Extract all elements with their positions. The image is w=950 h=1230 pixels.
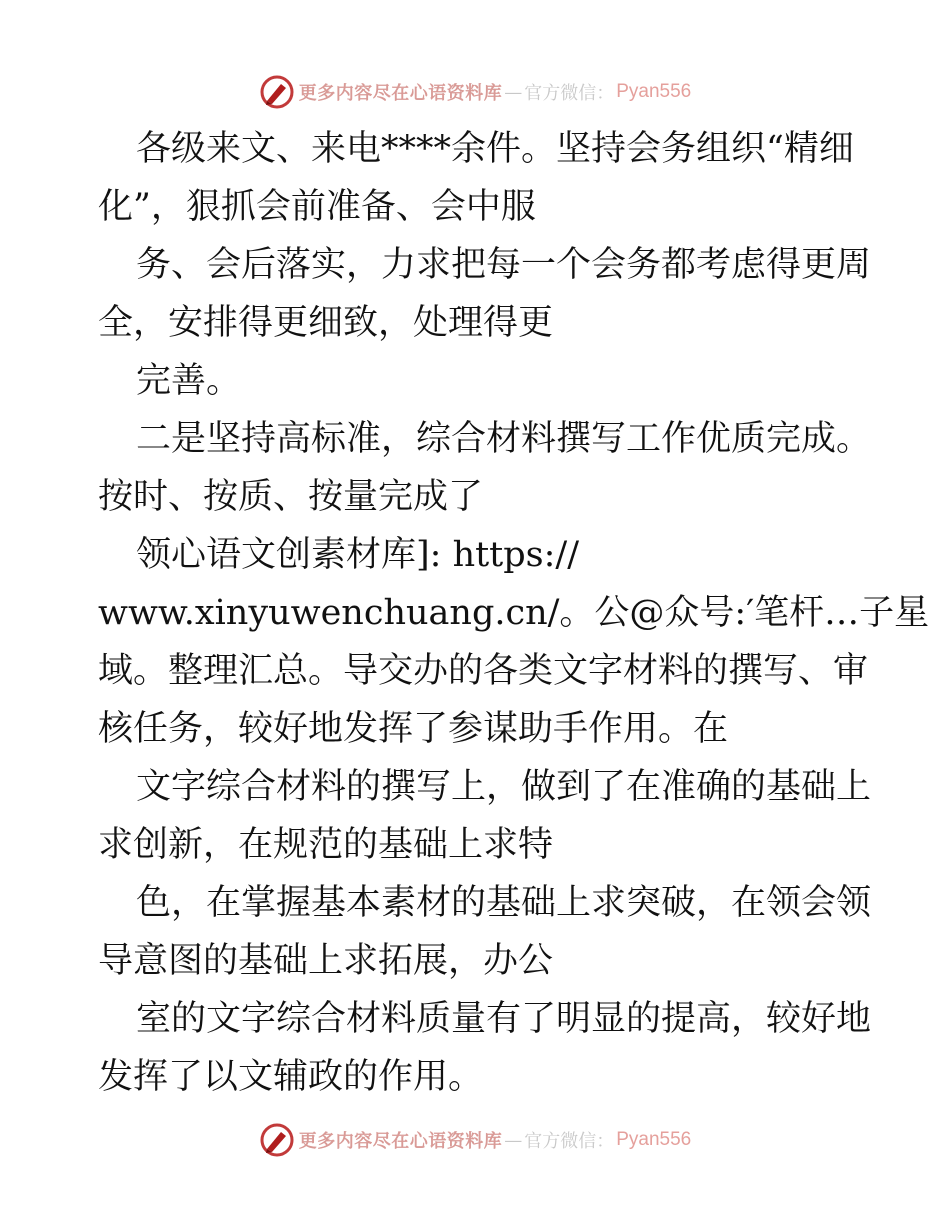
body-line-2: 化”，狠抓会前准备、会中服 xyxy=(98,187,536,227)
body-line-16: 室的文字综合材料质量有了明显的提高，较好地 xyxy=(136,999,872,1039)
body-line-17: 发挥了以文辅政的作用。 xyxy=(98,1057,484,1097)
body-line-1: 各级来文、来电****余件。坚持会务组织“精细 xyxy=(136,129,854,169)
header-separator: — xyxy=(504,81,523,103)
footer-separator: — xyxy=(504,1129,523,1151)
document-body xyxy=(98,120,930,1106)
body-line-6: 二是坚持高标准，综合材料撰写工作优质完成。 xyxy=(136,419,872,459)
body-line-13: 求创新，在规范的基础上求特 xyxy=(98,825,554,865)
body-line-9: www.xinyuwenchuang.cn/。公@众号:′笔杆…子星 xyxy=(98,593,930,633)
header-banner xyxy=(0,72,950,112)
footer-banner xyxy=(0,1120,950,1160)
footer-wechat-id: Pyan556 xyxy=(616,1129,692,1150)
body-line-4: 全，安排得更细致，处理得更 xyxy=(98,303,554,343)
footer-brand-text: 更多内容尽在心语资料库 xyxy=(298,1131,503,1152)
header-wechat-id: Pyan556 xyxy=(616,81,692,102)
body-line-3: 务、会后落实，力求把每一个会务都考虑得更周 xyxy=(136,245,872,285)
body-line-11: 核任务，较好地发挥了参谋助手作用。在 xyxy=(98,709,729,749)
header-brand-text: 更多内容尽在心语资料库 xyxy=(298,83,503,104)
pen-logo-icon xyxy=(259,1122,295,1158)
body-line-12: 文字综合材料的撰写上，做到了在准确的基础上 xyxy=(136,767,872,807)
body-line-5: 完善。 xyxy=(136,361,242,401)
body-line-7: 按时、按质、按量完成了 xyxy=(98,477,484,517)
pen-logo-icon xyxy=(259,74,295,110)
body-line-14: 色，在掌握基本素材的基础上求突破，在领会领 xyxy=(136,883,872,923)
body-line-8: 领心语文创素材库]: https:// xyxy=(136,535,579,575)
header-wechat-label: 官方微信： xyxy=(524,83,615,104)
body-line-15: 导意图的基础上求拓展，办公 xyxy=(98,941,554,981)
body-line-10: 域。整理汇总。导交办的各类文字材料的撰写、审 xyxy=(98,651,869,691)
footer-wechat-label: 官方微信： xyxy=(524,1131,615,1152)
